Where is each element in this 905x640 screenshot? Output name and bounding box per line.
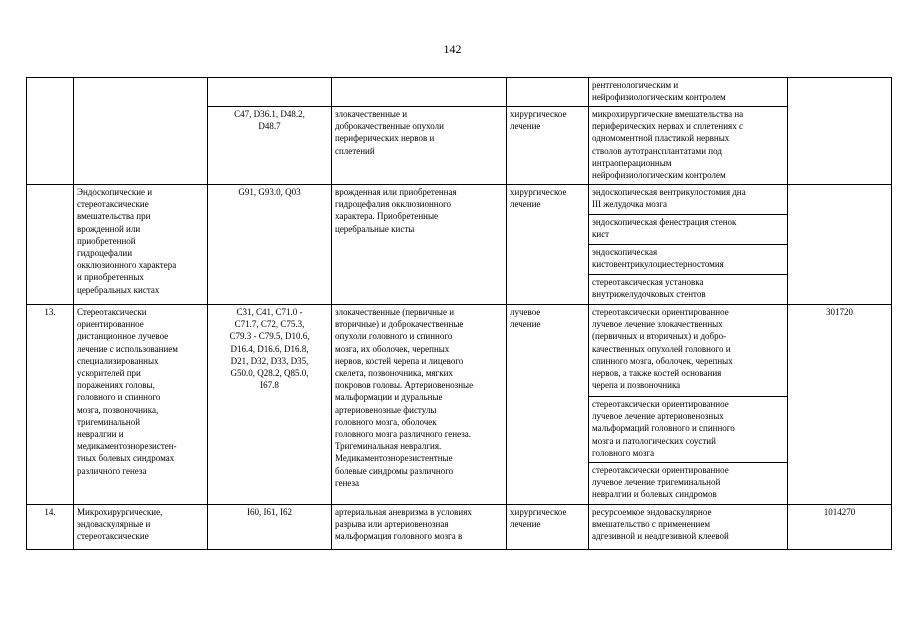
table-row bbox=[27, 78, 892, 107]
treatment-method-cell bbox=[589, 245, 788, 275]
cell-text: характера. Приобретенные bbox=[335, 211, 439, 222]
cell-text: покровов головы. Артериовенозные bbox=[335, 380, 474, 391]
cell-text: одномоментной пластикой нервных bbox=[592, 133, 730, 144]
cell-text: адгезивной и неадгезивной клеевой bbox=[592, 531, 729, 542]
icd-cell bbox=[208, 505, 332, 550]
cell-text: лечение bbox=[510, 519, 541, 530]
cell-text: стереотаксически ориентированное bbox=[592, 399, 729, 409]
cell-text: G91, G93.0, Q03 bbox=[238, 187, 301, 197]
cell-text: G50.0, Q28.2, Q85.0, bbox=[230, 368, 309, 379]
cell-text: лучевое лечение тригеминальной bbox=[592, 477, 721, 488]
row-number-cell bbox=[27, 305, 74, 505]
cell-text: Тригеминальная невралгия. bbox=[335, 441, 442, 452]
cell-text: D48.7 bbox=[258, 121, 281, 132]
cell-text: мальформация головного мозга в bbox=[335, 531, 463, 542]
treatment-type-cell bbox=[507, 185, 589, 305]
cell-text: Стереотаксически bbox=[77, 307, 147, 317]
cost-cell bbox=[788, 305, 892, 505]
cell-text: тригеминальной bbox=[77, 416, 141, 427]
cell-text: 14. bbox=[44, 507, 56, 517]
cell-text: кист bbox=[592, 229, 610, 240]
cell-text: опухоли головного и спинного bbox=[335, 331, 453, 342]
patient-model-cell bbox=[332, 107, 507, 185]
cell-text: C71.7, C72, C75.3, bbox=[234, 319, 305, 330]
cell-text: церебральные кисты bbox=[335, 223, 415, 234]
care-type-cell bbox=[74, 505, 208, 550]
cell-text: хирургическое bbox=[510, 109, 567, 119]
cell-text: церебральных кистах bbox=[77, 284, 160, 295]
cell-text: 301720 bbox=[826, 307, 853, 317]
cell-text: окклюзионного характера bbox=[77, 260, 177, 271]
cell-text: внутрижелудочковых стентов bbox=[592, 289, 706, 300]
cell-text: рентгенологическим и bbox=[592, 80, 679, 90]
treatment-method-cell bbox=[589, 463, 788, 505]
icd-cell bbox=[208, 185, 332, 305]
cell-text: интраоперационным bbox=[592, 157, 672, 168]
icd-cell bbox=[208, 305, 332, 505]
cell-text: периферических нервах и сплетениях с bbox=[592, 121, 743, 132]
patient-model-cell bbox=[332, 78, 507, 107]
treatment-method-cell bbox=[589, 107, 788, 185]
cell-text: вмешательства при bbox=[77, 211, 151, 222]
cell-text: генеза bbox=[335, 477, 360, 488]
cell-text: и приобретенных bbox=[77, 272, 144, 283]
cell-text: черепа и позвоночника bbox=[592, 380, 681, 391]
cell-text: эндоскопическая вентрикулостомия дна bbox=[592, 187, 746, 197]
row-number-cell bbox=[27, 78, 74, 185]
care-type-cell bbox=[74, 78, 208, 185]
treatment-type-cell bbox=[507, 78, 589, 107]
page-number: 142 bbox=[443, 42, 462, 56]
cell-text: мальформаций головного и спинного bbox=[592, 423, 735, 434]
treatment-type-cell bbox=[507, 305, 589, 505]
cell-text: эндоскопическая bbox=[592, 247, 658, 257]
cell-text: качественных опухолей головного и bbox=[592, 343, 731, 354]
cell-text: периферических нервов и bbox=[335, 133, 435, 144]
cell-text: стереотаксически ориентированное bbox=[592, 307, 729, 317]
cell-text: поражениях головы, bbox=[77, 380, 155, 391]
cell-text: C79.3 - C79.5, D10.6, bbox=[229, 331, 310, 342]
cell-text: 13. bbox=[44, 307, 56, 317]
cell-text: вмешательство с применением bbox=[592, 519, 711, 530]
treatment-method-cell bbox=[589, 397, 788, 463]
cell-text: Медикаментознорезистентные bbox=[335, 453, 453, 464]
cell-text: медикаментознорезистен- bbox=[77, 441, 177, 452]
procedures-table bbox=[26, 77, 892, 550]
cell-text: мальформации и дуральные bbox=[335, 392, 443, 403]
cell-text: различного генеза bbox=[77, 465, 147, 476]
cell-text: кистовентрикулоциестерностомия bbox=[592, 259, 724, 270]
cell-text: стволов аутотрансплантатами под bbox=[592, 145, 722, 156]
cell-text: D21, D32, D33, D35, bbox=[230, 355, 309, 366]
cell-text: эндоскопическая фенестрация стенок bbox=[592, 217, 737, 227]
cell-text: сплетений bbox=[335, 145, 375, 156]
cell-text: стереотаксические bbox=[77, 199, 149, 210]
patient-model-cell bbox=[332, 185, 507, 305]
cell-text: (первичных и вторичных) и добро- bbox=[592, 331, 727, 342]
cell-text: головного и спинного bbox=[77, 392, 161, 403]
row-number-cell bbox=[27, 185, 74, 305]
cell-text: лечение bbox=[510, 121, 541, 132]
icd-cell bbox=[208, 78, 332, 107]
cell-text: злокачественные (первичные и bbox=[335, 307, 455, 317]
cell-text: D16.4, D16.6, D16.8, bbox=[230, 343, 309, 354]
cell-text: ускорителей при bbox=[77, 368, 141, 379]
cell-text: III желудочка мозга bbox=[592, 199, 668, 210]
cell-text: злокачественные и bbox=[335, 109, 408, 119]
cell-text: нервов, костей черепа и лицевого bbox=[335, 355, 464, 366]
cell-text: лучевое bbox=[510, 307, 541, 317]
cell-text: микрохирургические вмешательства на bbox=[592, 109, 744, 119]
cell-text: доброкачественные опухоли bbox=[335, 121, 444, 132]
cell-text: лечение bbox=[510, 319, 541, 330]
cell-text: скелета, позвоночника, мягких bbox=[335, 368, 453, 379]
treatment-method-cell bbox=[589, 275, 788, 305]
cost-cell bbox=[788, 185, 892, 305]
cell-text: врожденная или приобретенная bbox=[335, 187, 457, 197]
cell-text: I67.8 bbox=[260, 380, 279, 391]
cell-text: невралгии и bbox=[77, 429, 124, 440]
cell-text: спинного мозга, оболочек, черепных bbox=[592, 355, 733, 366]
cell-text: врожденной или bbox=[77, 223, 141, 234]
treatment-method-cell bbox=[589, 215, 788, 245]
cell-text: головного мозга bbox=[592, 447, 655, 458]
cell-text: лечение bbox=[510, 199, 541, 210]
cell-text: C47, D36.1, D48.2, bbox=[234, 109, 305, 119]
cell-text: невралгии и болевых синдромов bbox=[592, 489, 717, 500]
patient-model-cell bbox=[332, 305, 507, 505]
cell-text: ресурсоемкое эндоваскулярное bbox=[592, 507, 712, 517]
cell-text: лучевое лечение артериовенозных bbox=[592, 411, 724, 422]
cell-text: гидроцефалии bbox=[77, 248, 133, 259]
cost-cell bbox=[788, 78, 892, 185]
treatment-method-cell bbox=[589, 305, 788, 397]
cell-text: стереотаксически ориентированное bbox=[592, 465, 729, 475]
cell-text: стереотаксические bbox=[77, 531, 149, 542]
cost-cell bbox=[788, 505, 892, 550]
treatment-method-cell bbox=[589, 505, 788, 550]
treatment-method-cell bbox=[589, 185, 788, 215]
cell-text: нейрофизиологическим контролем bbox=[592, 170, 726, 181]
cell-text: нейрофизиологическим контролем bbox=[592, 92, 726, 103]
cell-text: тных болевых синдромах bbox=[77, 453, 175, 464]
row-number-cell bbox=[27, 505, 74, 550]
treatment-type-cell bbox=[507, 107, 589, 185]
patient-model-cell bbox=[332, 505, 507, 550]
cell-text: мозга, позвоночника, bbox=[77, 404, 159, 415]
cell-text: C31, C41, C71.0 - bbox=[236, 307, 303, 317]
cell-text: Микрохирургические, bbox=[77, 507, 163, 517]
cell-text: гидроцефалия окклюзионного bbox=[335, 199, 452, 210]
cell-text: хирургическое bbox=[510, 507, 567, 517]
cell-text: дистанционное лучевое bbox=[77, 331, 169, 342]
cell-text: лучевое лечение злокачественных bbox=[592, 319, 723, 330]
icd-cell bbox=[208, 107, 332, 185]
cell-text: специализированных bbox=[77, 355, 159, 366]
cell-text: стереотаксическая установка bbox=[592, 277, 704, 287]
cell-text: лечение с использованием bbox=[77, 343, 178, 354]
table-row bbox=[27, 185, 892, 215]
cell-text: мозга и патологических соустий bbox=[592, 435, 716, 446]
cell-text: Эндоскопические и bbox=[77, 187, 153, 197]
table-row bbox=[27, 505, 892, 550]
cell-text: артериовенозные фистулы bbox=[335, 404, 437, 415]
cell-text: хирургическое bbox=[510, 187, 567, 197]
cell-text: эндоваскулярные и bbox=[77, 519, 151, 530]
care-type-cell bbox=[74, 305, 208, 505]
cell-text: мозга, их оболочек, черепных bbox=[335, 343, 450, 354]
cell-text: артериальная аневризма в условиях bbox=[335, 507, 472, 517]
cell-text: I60, I61, I62 bbox=[247, 507, 292, 517]
cell-text: приобретенной bbox=[77, 235, 136, 246]
cell-text: ориентированное bbox=[77, 319, 144, 330]
treatment-type-cell bbox=[507, 505, 589, 550]
care-type-cell bbox=[74, 185, 208, 305]
cell-text: головного мозга, оболочек bbox=[335, 416, 437, 427]
cell-text: головного мозга различного генеза. bbox=[335, 429, 472, 440]
cell-text: болевые синдромы различного bbox=[335, 465, 454, 476]
cell-text: вторичные) и доброкачественные bbox=[335, 319, 464, 330]
treatment-method-cell bbox=[589, 78, 788, 107]
cell-text: 1014270 bbox=[823, 507, 856, 517]
cell-text: разрыва или артериовенозная bbox=[335, 519, 449, 530]
table-row bbox=[27, 305, 892, 397]
cell-text: нервов, а также костей основания bbox=[592, 368, 722, 379]
